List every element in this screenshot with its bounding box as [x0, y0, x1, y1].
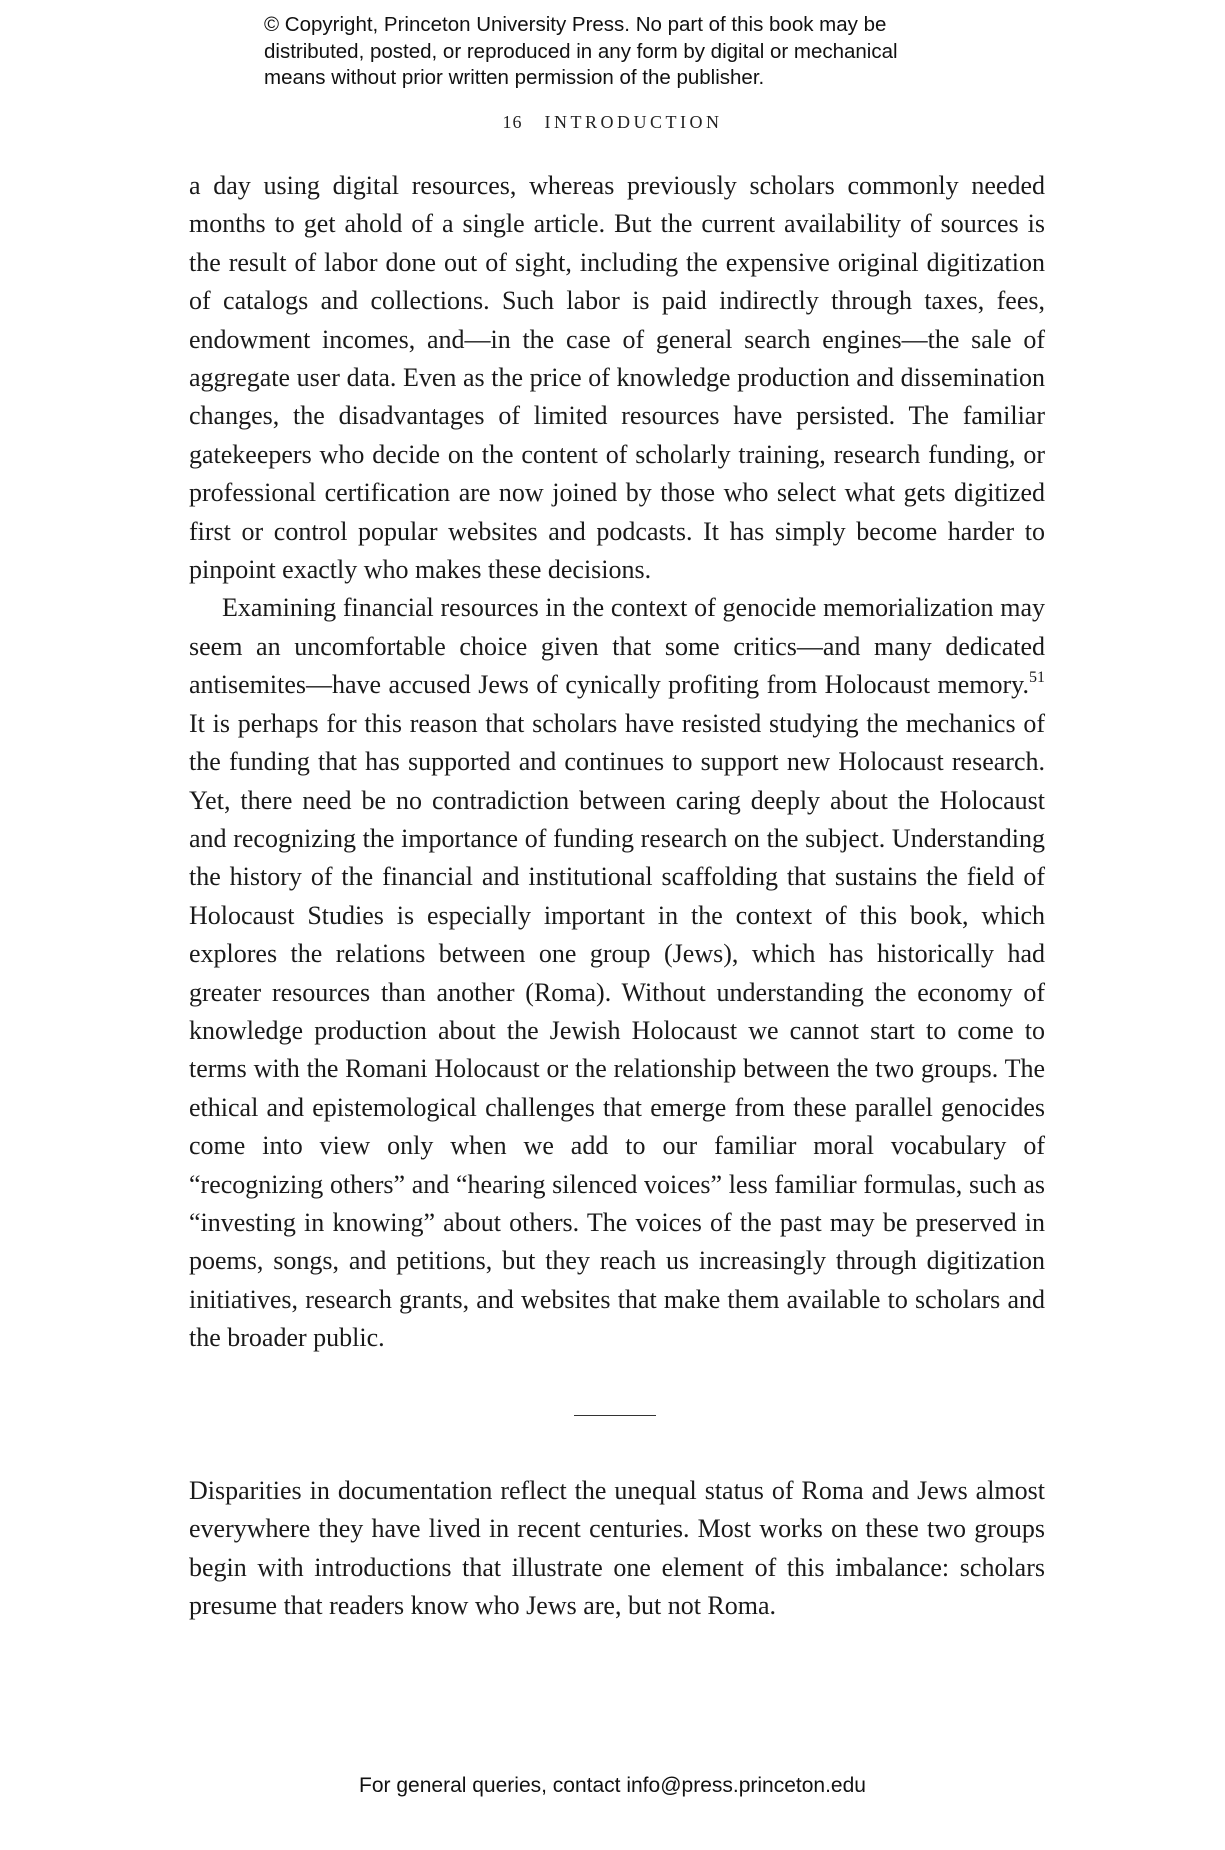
paragraph-2-part-2: It is perhaps for this reason that scholars have resisted studying the mechanics of the funding that has supported and continues to support new Holocaust research. Yet, there need be no contradiction between caring deeply about the Holocaust and recognizing the importance of funding research on the subject. Understanding the history of the financial and institutional scaffolding that sustains the field of Holocaust Studies is especially important in the context of this book, which explores the relations between one group (Jews), which has historically had greater resources than another (Roma). Without understanding the economy of knowledge production about the Jewish Holocaust we cannot start to come to terms with the Romani Holocaust or the relationship between the two groups. The ethical and epistemological challenges that emerge from these parallel genocides come into view only when we add to our familiar moral vocabulary of “recognizing others” and “hearing silenced voices” less familiar formulas, such as “investing in knowing” about others. The voices of the past may be preserved in poems, songs, and petitions, but they reach us increasingly through digitization initiatives, research grants, and websites that make them available to scholars and the broader public.: [189, 708, 1045, 1353]
page-number: 16: [502, 112, 523, 132]
paragraph-2-part-1: Examining financial resources in the context of genocide memorialization may seem an uncomfortable choice given that some critics—and many dedicated antisemites—have accused Jews of cynically profiting from Holocaust memory.: [189, 593, 1045, 700]
copyright-notice: [264, 12, 984, 92]
paragraph-3: Disparities in documentation reflect the unequal status of Roma and Jews almost everywhere they have lived in recent centuries. Most works on these two groups begin with introductions that illustrate one element of this imbalance: scholars presume that readers know who Jews are, but not Roma.: [189, 1476, 1045, 1621]
body-text-section-2: [189, 1472, 1045, 1626]
footer-contact: For general queries, contact info@press.princeton.edu: [359, 1774, 866, 1797]
footnote-reference[interactable]: 51: [1029, 668, 1045, 686]
copyright-line-2: distributed, posted, or reproduced in any form by digital or mechanical: [264, 39, 898, 63]
body-text: [189, 167, 1045, 1358]
section-break-rule: [574, 1415, 656, 1416]
chapter-title: INTRODUCTION: [544, 112, 723, 132]
paragraph-1: a day using digital resources, whereas previously scholars commonly needed months to get ahold of a single article. But the current availability of sources is the result of labor done out of sight, including the expensive original digitization of catalogs and collections. Such labor is paid indirectly through taxes, fees, endowment incomes, and—in the case of general search engines—the sale of aggregate user data. Even as the price of knowledge production and dissemination changes, the disadvantages of limited resources have persisted. The familiar gatekeepers who decide on the content of scholarly training, research funding, or professional certification are now joined by those who select what gets digitized first or control popular websites and podcasts. It has simply become harder to pinpoint exactly who makes these decisions.: [189, 171, 1045, 585]
copyright-line-1: © Copyright, Princeton University Press. No part of this book may be: [264, 13, 887, 36]
running-head: [0, 112, 1225, 133]
copyright-line-3: means without prior written permission of the publisher.: [264, 66, 765, 89]
paragraph-2: [189, 589, 1045, 1357]
